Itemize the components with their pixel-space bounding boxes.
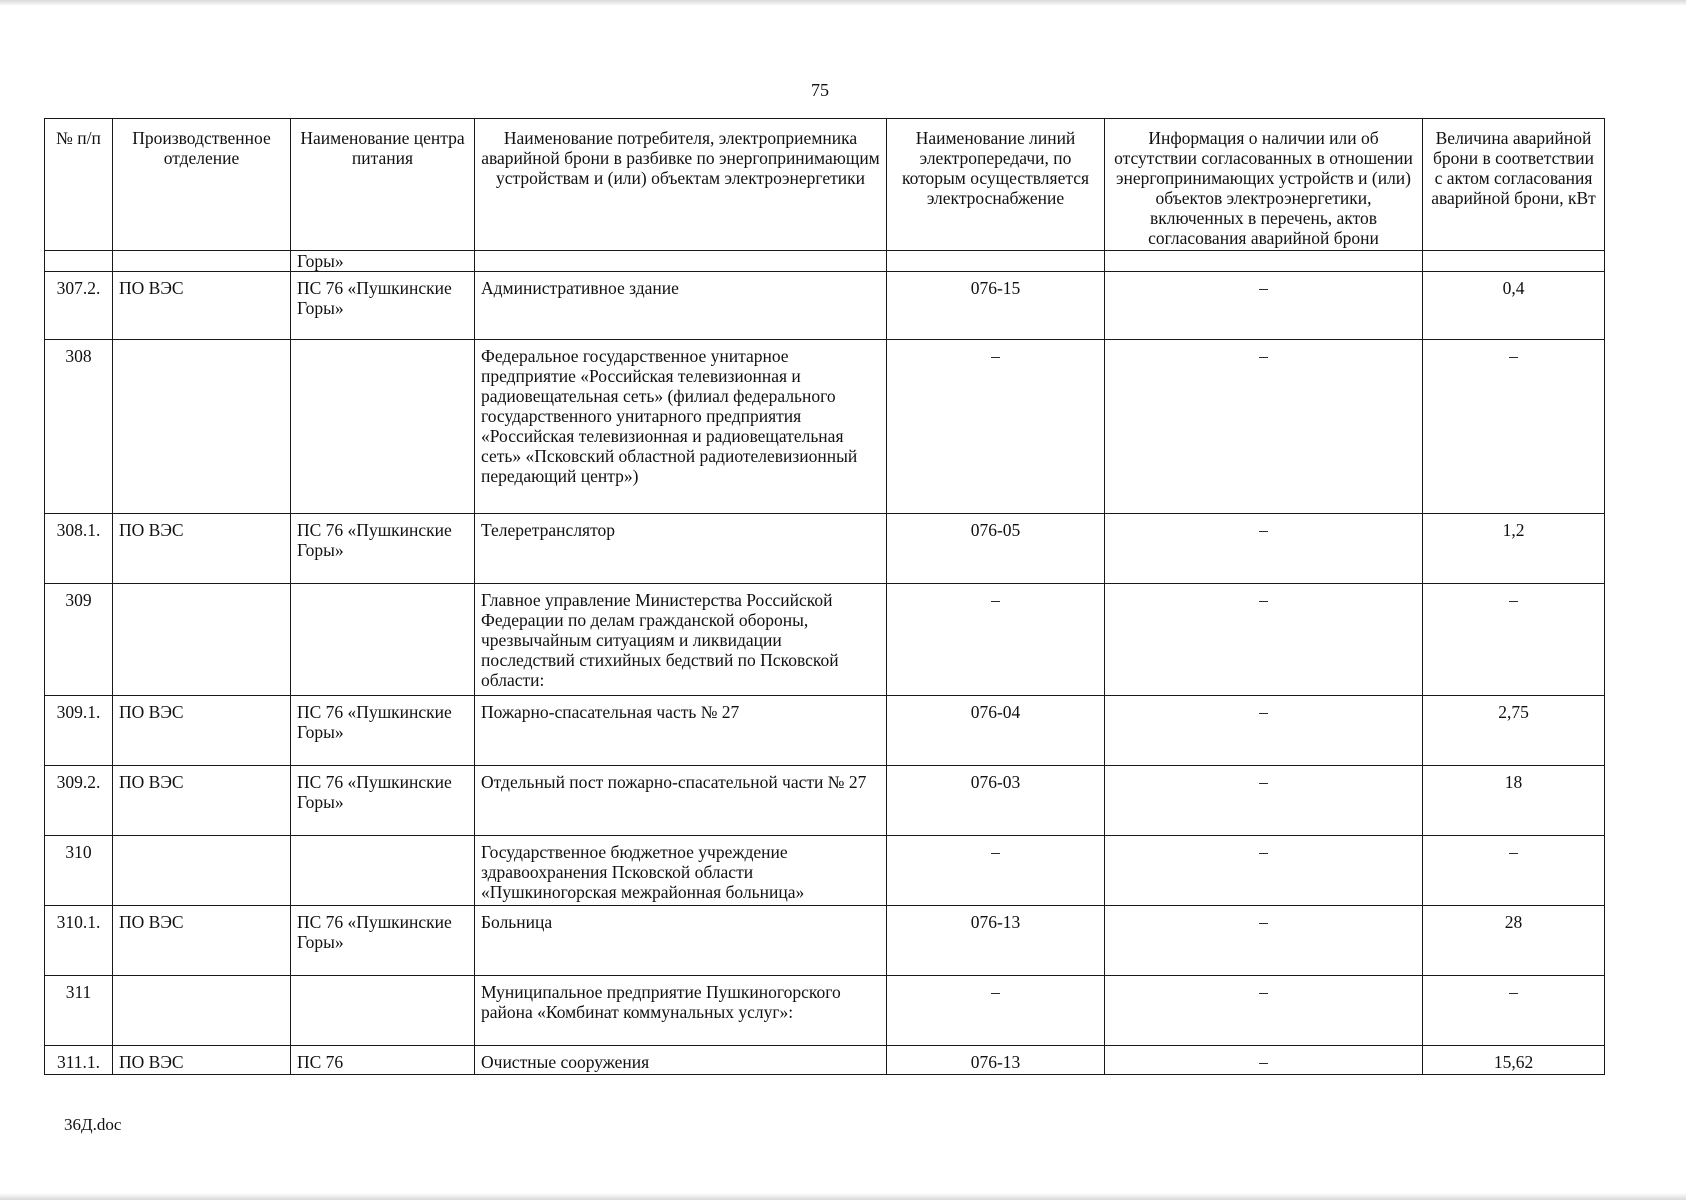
cell-power-center: Горы» <box>291 251 475 272</box>
cell-division <box>113 340 291 514</box>
table-row <box>45 514 1605 584</box>
cell-agreement-info <box>1105 251 1423 272</box>
cell-consumer: Главное управление Министерства Российской Федерации по делам гражданской обороны, чрезвычайным ситуациям и ликвидации последствий стихийных бедствий по Псковской области: <box>475 584 887 696</box>
scan-top-edge <box>0 0 1686 6</box>
cell-consumer: Административное здание <box>475 272 887 340</box>
cell-division: ПО ВЭС <box>113 1046 291 1075</box>
header-power-center: Наименование центра питания <box>291 119 475 251</box>
cell-power-lines: – <box>887 340 1105 514</box>
cell-power-center <box>291 584 475 696</box>
header-agreement-info: Информация о наличии или об отсутствии согласованных в отношении энергопринимающих устройств и (или) объектов электроэнергетики, включенных в перечень, актов согласования аварийной брони <box>1105 119 1423 251</box>
cell-agreement-info: – <box>1105 584 1423 696</box>
table-row <box>45 906 1605 976</box>
cell-consumer: Отдельный пост пожарно-спасательной части № 27 <box>475 766 887 836</box>
cell-division: ПО ВЭС <box>113 906 291 976</box>
cell-agreement-info: – <box>1105 272 1423 340</box>
header-consumer: Наименование потребителя, электроприемника аварийной брони в разбивке по энергопринимающим устройствам и (или) объектам электроэнергетики <box>475 119 887 251</box>
cell-number: 310.1. <box>45 906 113 976</box>
cell-consumer: Больница <box>475 906 887 976</box>
cell-reserve-value: 18 <box>1423 766 1605 836</box>
cell-agreement-info: – <box>1105 906 1423 976</box>
cell-division <box>113 976 291 1046</box>
table-header-row <box>45 119 1605 251</box>
cell-consumer: Федеральное государственное унитарное предприятие «Российская телевизионная и радиовещательная сеть» (филиал федерального государственного унитарного предприятия «Российская телевизионная и радиовещательная сеть» «Псковский областной радиотелевизионный передающий центр») <box>475 340 887 514</box>
cell-agreement-info: – <box>1105 1046 1423 1075</box>
cell-power-center: ПС 76 «Пушкинские Горы» <box>291 514 475 584</box>
cell-power-center: ПС 76 <box>291 1046 475 1075</box>
cell-power-lines: 076-03 <box>887 766 1105 836</box>
cell-reserve-value: 0,4 <box>1423 272 1605 340</box>
cell-consumer: Очистные сооружения <box>475 1046 887 1075</box>
table-row <box>45 836 1605 906</box>
cell-agreement-info: – <box>1105 514 1423 584</box>
cell-division: ПО ВЭС <box>113 514 291 584</box>
table-row <box>45 584 1605 696</box>
cell-number: 309 <box>45 584 113 696</box>
cell-consumer: Телеретранслятор <box>475 514 887 584</box>
cell-power-lines: 076-15 <box>887 272 1105 340</box>
cell-power-center <box>291 340 475 514</box>
cell-consumer: Пожарно-спасательная часть № 27 <box>475 696 887 766</box>
cell-reserve-value: 15,62 <box>1423 1046 1605 1075</box>
cell-number: 310 <box>45 836 113 906</box>
cell-division <box>113 251 291 272</box>
cell-power-lines <box>887 251 1105 272</box>
cell-power-lines: – <box>887 584 1105 696</box>
cell-reserve-value <box>1423 251 1605 272</box>
emergency-reserve-table <box>44 118 1605 1075</box>
scan-bottom-edge <box>0 1193 1686 1200</box>
cell-power-center: ПС 76 «Пушкинские Горы» <box>291 906 475 976</box>
cell-agreement-info: – <box>1105 976 1423 1046</box>
header-division: Производственное отделение <box>113 119 291 251</box>
cell-agreement-info: – <box>1105 696 1423 766</box>
cell-power-center <box>291 976 475 1046</box>
cell-reserve-value: 28 <box>1423 906 1605 976</box>
cell-agreement-info: – <box>1105 340 1423 514</box>
cell-agreement-info: – <box>1105 766 1423 836</box>
cell-reserve-value: – <box>1423 836 1605 906</box>
cell-number: 308.1. <box>45 514 113 584</box>
cell-number: 309.1. <box>45 696 113 766</box>
header-number: № п/п <box>45 119 113 251</box>
cell-power-lines: 076-13 <box>887 1046 1105 1075</box>
cell-reserve-value: – <box>1423 584 1605 696</box>
cell-reserve-value: 2,75 <box>1423 696 1605 766</box>
cell-number: 311 <box>45 976 113 1046</box>
cell-number: 309.2. <box>45 766 113 836</box>
cell-power-lines: – <box>887 836 1105 906</box>
table-row <box>45 272 1605 340</box>
cell-division: ПО ВЭС <box>113 696 291 766</box>
cell-power-lines: 076-13 <box>887 906 1105 976</box>
cell-power-center: ПС 76 «Пушкинские Горы» <box>291 272 475 340</box>
table-row-continuation <box>45 251 1605 272</box>
cell-number: 311.1. <box>45 1046 113 1075</box>
cell-number <box>45 251 113 272</box>
cell-power-lines: 076-04 <box>887 696 1105 766</box>
cell-number: 308 <box>45 340 113 514</box>
cell-division: ПО ВЭС <box>113 272 291 340</box>
cell-reserve-value: 1,2 <box>1423 514 1605 584</box>
page-number: 75 <box>811 80 829 100</box>
cell-power-center: ПС 76 «Пушкинские Горы» <box>291 696 475 766</box>
cell-division <box>113 836 291 906</box>
header-reserve-value: Величина аварийной брони в соответствии с актом согласования аварийной брони, кВт <box>1423 119 1605 251</box>
header-power-lines: Наименование линий электропередачи, по которым осуществляется электроснабжение <box>887 119 1105 251</box>
table-row <box>45 696 1605 766</box>
cell-division: ПО ВЭС <box>113 766 291 836</box>
cell-number: 307.2. <box>45 272 113 340</box>
cell-consumer: Муниципальное предприятие Пушкиногорского района «Комбинат коммунальных услуг»: <box>475 976 887 1046</box>
table-row <box>45 976 1605 1046</box>
cell-reserve-value: – <box>1423 340 1605 514</box>
cell-agreement-info: – <box>1105 836 1423 906</box>
cell-reserve-value: – <box>1423 976 1605 1046</box>
footer-file-name: 36Д.doc <box>64 1115 122 1134</box>
table-row <box>45 766 1605 836</box>
cell-power-center <box>291 836 475 906</box>
table-row <box>45 1046 1605 1075</box>
cell-power-lines: – <box>887 976 1105 1046</box>
cell-consumer: Государственное бюджетное учреждение здравоохранения Псковской области «Пушкиногорская межрайонная больница» <box>475 836 887 906</box>
cell-consumer <box>475 251 887 272</box>
cell-power-center: ПС 76 «Пушкинские Горы» <box>291 766 475 836</box>
table-row <box>45 340 1605 514</box>
cell-division <box>113 584 291 696</box>
cell-power-lines: 076-05 <box>887 514 1105 584</box>
